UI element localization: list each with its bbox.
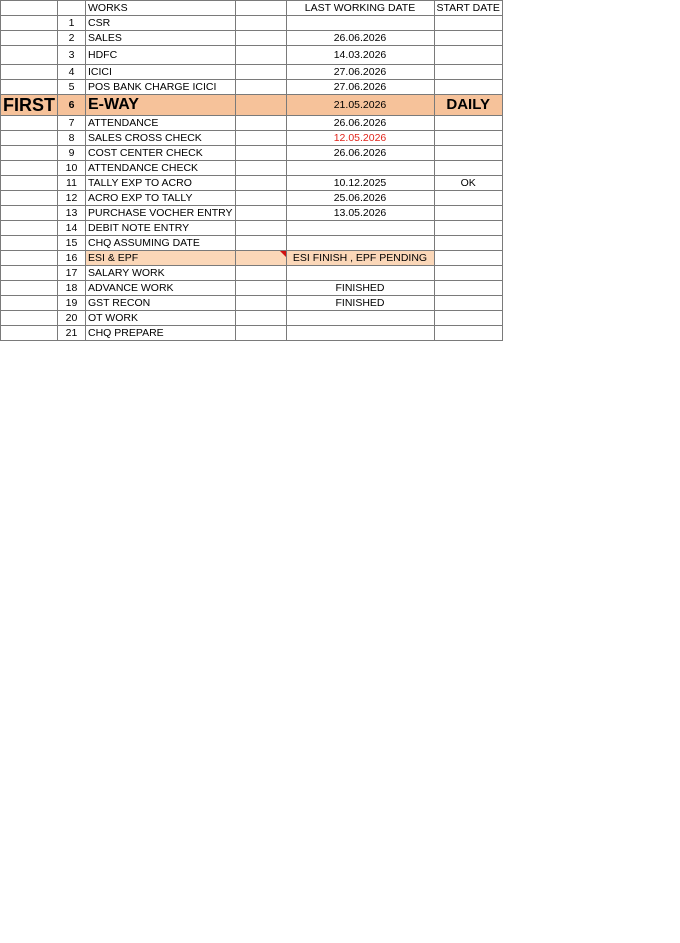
start-date-header[interactable]: START DATE (434, 1, 502, 16)
work-name[interactable]: CSR (86, 16, 236, 31)
start-date[interactable] (434, 326, 502, 341)
start-date[interactable]: OK (434, 176, 502, 191)
last-working-date[interactable]: 14.03.2026 (286, 46, 434, 65)
last-working-date[interactable] (286, 266, 434, 281)
cell-a[interactable] (1, 176, 58, 191)
cell-d[interactable] (235, 176, 286, 191)
table-row (1, 326, 503, 341)
row-number[interactable]: 11 (58, 176, 86, 191)
table-row (1, 31, 503, 46)
work-name[interactable]: ATTENDANCE CHECK (86, 161, 236, 176)
cell-a[interactable] (1, 146, 58, 161)
table-row (1, 146, 503, 161)
start-date[interactable] (434, 206, 502, 221)
cell-a[interactable] (1, 16, 58, 31)
cell-a[interactable] (1, 46, 58, 65)
row-number[interactable]: 5 (58, 80, 86, 95)
cell-a[interactable] (1, 65, 58, 80)
row-number[interactable]: 18 (58, 281, 86, 296)
work-name[interactable]: ICICI (86, 65, 236, 80)
cell-d-commented[interactable] (235, 251, 286, 266)
last-working-date[interactable] (286, 16, 434, 31)
table-row (1, 251, 503, 266)
work-name[interactable]: SALES CROSS CHECK (86, 131, 236, 146)
row-number[interactable]: 21 (58, 326, 86, 341)
cell-d[interactable] (235, 161, 286, 176)
start-date[interactable] (434, 31, 502, 46)
cell-d[interactable] (235, 191, 286, 206)
start-date[interactable] (434, 16, 502, 31)
start-date[interactable] (434, 80, 502, 95)
table-row (1, 161, 503, 176)
cell-d[interactable] (235, 31, 286, 46)
start-date[interactable] (434, 146, 502, 161)
work-name[interactable]: GST RECON (86, 296, 236, 311)
comment-indicator-icon[interactable] (280, 251, 286, 257)
cell-d[interactable] (235, 65, 286, 80)
start-date[interactable] (434, 296, 502, 311)
cell-a[interactable] (1, 311, 58, 326)
last-working-date[interactable]: 26.06.2026 (286, 116, 434, 131)
cell-d[interactable] (235, 80, 286, 95)
table-row (1, 16, 503, 31)
last-working-date[interactable]: 10.12.2025 (286, 176, 434, 191)
work-name[interactable]: E-WAY (86, 95, 236, 116)
cell-d[interactable] (235, 16, 286, 31)
work-name[interactable]: HDFC (86, 46, 236, 65)
cell-a[interactable] (1, 266, 58, 281)
cell-d[interactable] (235, 296, 286, 311)
last-working-date-header[interactable]: LAST WORKING DATE (286, 1, 434, 16)
work-name[interactable]: TALLY EXP TO ACRO (86, 176, 236, 191)
start-date[interactable] (434, 191, 502, 206)
work-name[interactable]: SALARY WORK (86, 266, 236, 281)
cell-a[interactable] (1, 80, 58, 95)
work-name[interactable]: PURCHASE VOCHER ENTRY (86, 206, 236, 221)
last-working-date[interactable]: 13.05.2026 (286, 206, 434, 221)
last-working-date[interactable] (286, 236, 434, 251)
last-working-date[interactable]: 27.06.2026 (286, 80, 434, 95)
row-number[interactable]: 19 (58, 296, 86, 311)
work-name[interactable]: ATTENDANCE (86, 116, 236, 131)
table-row (1, 236, 503, 251)
cell-a[interactable] (1, 281, 58, 296)
cell-d[interactable] (235, 311, 286, 326)
start-date[interactable] (434, 46, 502, 65)
work-name[interactable]: ADVANCE WORK (86, 281, 236, 296)
row-number[interactable]: 15 (58, 236, 86, 251)
row-number[interactable]: 1 (58, 16, 86, 31)
cell-a[interactable] (1, 221, 58, 236)
work-name[interactable]: ACRO EXP TO TALLY (86, 191, 236, 206)
table-row (1, 206, 503, 221)
start-date[interactable] (434, 221, 502, 236)
last-working-date[interactable]: 26.06.2026 (286, 146, 434, 161)
start-date[interactable] (434, 266, 502, 281)
cell-a[interactable] (1, 206, 58, 221)
last-working-date[interactable]: FINISHED (286, 296, 434, 311)
last-working-date[interactable] (286, 161, 434, 176)
cell-d[interactable] (235, 116, 286, 131)
cell-d[interactable] (235, 206, 286, 221)
row-number[interactable]: 2 (58, 31, 86, 46)
cell-no-header[interactable] (58, 1, 86, 16)
cell-d[interactable] (235, 95, 286, 116)
table-row (1, 191, 503, 206)
work-name[interactable]: ESI & EPF (86, 251, 236, 266)
cell-d[interactable] (235, 281, 286, 296)
row-number[interactable]: 12 (58, 191, 86, 206)
cell-a[interactable] (1, 326, 58, 341)
cell-a[interactable] (1, 191, 58, 206)
last-working-date[interactable]: 26.06.2026 (286, 31, 434, 46)
last-working-date[interactable] (286, 221, 434, 236)
header-row (1, 1, 503, 16)
row-label-first[interactable]: FIRST (1, 95, 58, 116)
start-date[interactable] (434, 161, 502, 176)
cell-a[interactable] (1, 236, 58, 251)
cell-a[interactable] (1, 116, 58, 131)
cell-d[interactable] (235, 236, 286, 251)
cell-d[interactable] (235, 131, 286, 146)
last-working-date[interactable]: 25.06.2026 (286, 191, 434, 206)
cell-a-header[interactable] (1, 1, 58, 16)
row-number[interactable]: 7 (58, 116, 86, 131)
cell-d[interactable] (235, 326, 286, 341)
cell-a[interactable] (1, 296, 58, 311)
table-row (1, 131, 503, 146)
table-row (1, 176, 503, 191)
row-number[interactable]: 3 (58, 46, 86, 65)
table-row (1, 80, 503, 95)
work-tracker-sheet (0, 0, 503, 341)
works-header[interactable]: WORKS (86, 1, 236, 16)
last-working-date[interactable]: 27.06.2026 (286, 65, 434, 80)
row-number[interactable]: 10 (58, 161, 86, 176)
last-working-date[interactable]: ESI FINISH , EPF PENDING (286, 251, 434, 266)
work-name[interactable]: SALES (86, 31, 236, 46)
row-number[interactable]: 4 (58, 65, 86, 80)
cell-a[interactable] (1, 161, 58, 176)
table-row (1, 46, 503, 65)
start-date[interactable] (434, 131, 502, 146)
table-row (1, 296, 503, 311)
table-row-highlighted (1, 95, 503, 116)
table-row (1, 311, 503, 326)
work-name[interactable]: DEBIT NOTE ENTRY (86, 221, 236, 236)
row-number[interactable]: 17 (58, 266, 86, 281)
row-number[interactable]: 8 (58, 131, 86, 146)
cell-d-header[interactable] (235, 1, 286, 16)
cell-a[interactable] (1, 31, 58, 46)
table-row (1, 281, 503, 296)
row-number[interactable]: 6 (58, 95, 86, 116)
work-name[interactable]: CHQ ASSUMING DATE (86, 236, 236, 251)
last-working-date[interactable]: 21.05.2026 (286, 95, 434, 116)
start-date[interactable] (434, 116, 502, 131)
cell-d[interactable] (235, 221, 286, 236)
start-date[interactable] (434, 281, 502, 296)
start-date[interactable] (434, 311, 502, 326)
work-name[interactable]: COST CENTER CHECK (86, 146, 236, 161)
cell-d[interactable] (235, 146, 286, 161)
table-row (1, 116, 503, 131)
row-number[interactable]: 20 (58, 311, 86, 326)
start-date[interactable] (434, 65, 502, 80)
table-row (1, 266, 503, 281)
work-name[interactable]: POS BANK CHARGE ICICI (86, 80, 236, 95)
last-working-date[interactable] (286, 326, 434, 341)
cell-a[interactable] (1, 251, 58, 266)
row-number[interactable]: 14 (58, 221, 86, 236)
row-number[interactable]: 16 (58, 251, 86, 266)
work-name[interactable]: CHQ PREPARE (86, 326, 236, 341)
cell-d[interactable] (235, 46, 286, 65)
start-date[interactable]: DAILY (434, 95, 502, 116)
last-working-date-overdue[interactable]: 12.05.2026 (286, 131, 434, 146)
table-row (1, 65, 503, 80)
last-working-date[interactable] (286, 311, 434, 326)
start-date[interactable] (434, 251, 502, 266)
row-number[interactable]: 9 (58, 146, 86, 161)
last-working-date[interactable]: FINISHED (286, 281, 434, 296)
cell-a[interactable] (1, 131, 58, 146)
work-name[interactable]: OT WORK (86, 311, 236, 326)
row-number[interactable]: 13 (58, 206, 86, 221)
start-date[interactable] (434, 236, 502, 251)
table-row (1, 221, 503, 236)
cell-d[interactable] (235, 266, 286, 281)
